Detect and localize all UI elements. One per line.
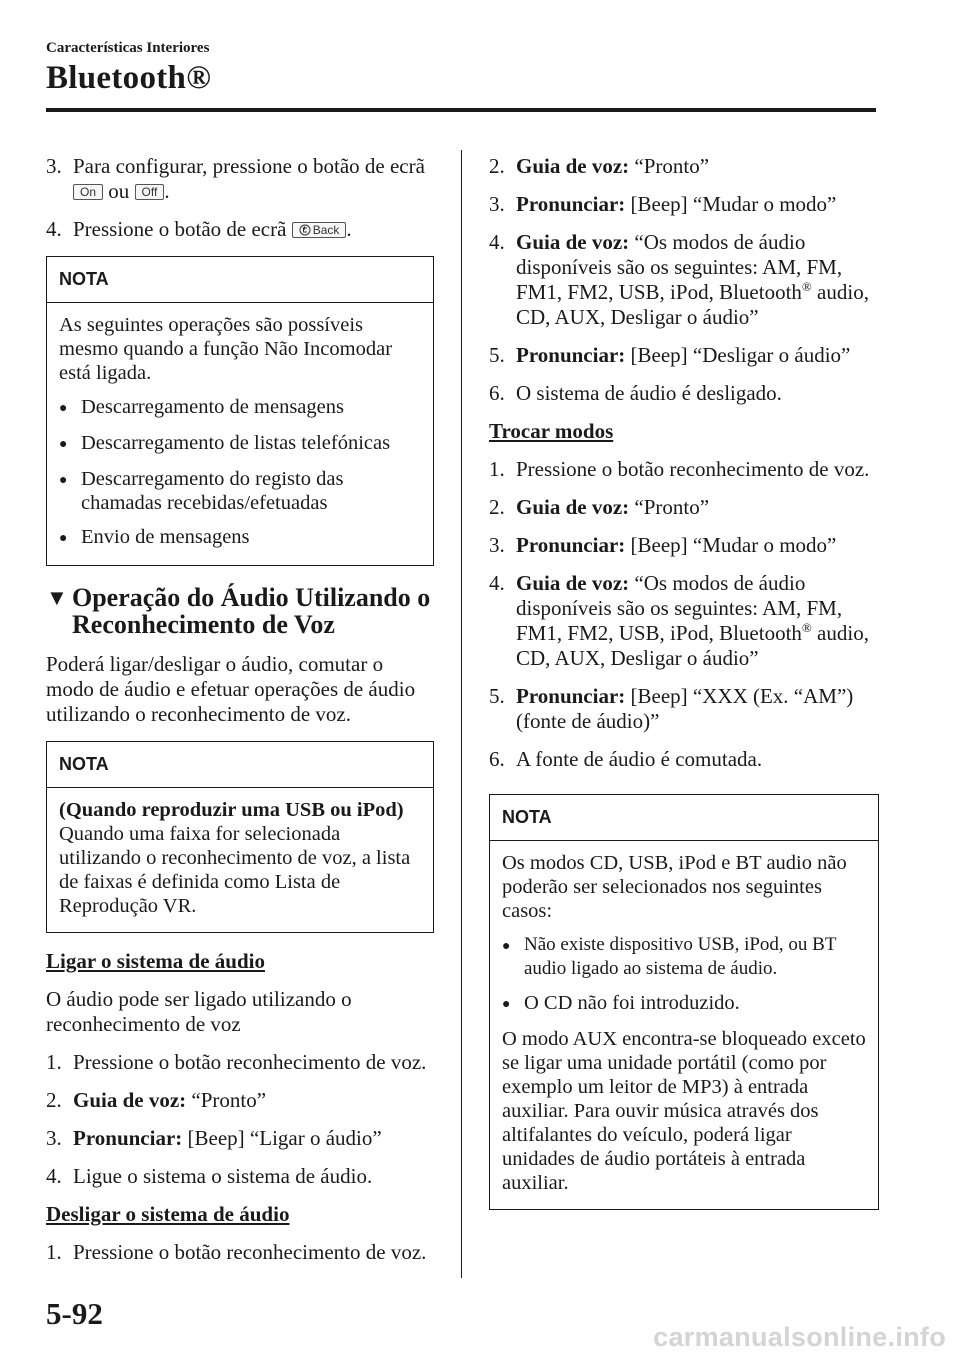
- step-back: [46, 217, 434, 242]
- list-item: 1. Pressione o botão reconhecimento de voz.: [489, 457, 870, 481]
- section-label: Características Interiores: [46, 40, 210, 56]
- subhead-intro: O áudio pode ser ligado utilizando o reconhecimento de voz: [46, 987, 352, 1036]
- off-button: Off: [135, 184, 165, 200]
- subhead-audio-off: Desligar o sistema de áudio: [46, 1202, 290, 1226]
- note-intro: As seguintes operações são possíveis mesmo quando a função Não Incomodar está ligada.: [59, 314, 393, 384]
- list-item: 3. Pronunciar: [Beep] “Mudar o modo”: [489, 192, 837, 216]
- note-title: NOTA: [47, 742, 433, 788]
- left-column: [46, 154, 434, 1278]
- bullet-icon: ●: [502, 997, 511, 1012]
- note-title: NOTA: [490, 795, 878, 841]
- step-number: 4.: [46, 217, 62, 241]
- list-item: 5. Pronunciar: [Beep] “Desligar o áudio”: [489, 343, 851, 367]
- note-intro: Os modos CD, USB, iPod e BT audio não poderão ser selecionados nos seguintes casos:: [502, 852, 847, 922]
- back-button: Back: [292, 222, 347, 238]
- list-item: 6. A fonte de áudio é comutada.: [489, 747, 763, 771]
- list-item: 3. Pronunciar: [Beep] “Ligar o áudio”: [46, 1126, 382, 1150]
- note-body: [47, 788, 433, 932]
- list-item: ● Descarregamento de listas telefónicas: [59, 431, 421, 457]
- subhead-audio-on: Ligar o sistema de áudio: [46, 949, 265, 973]
- subhead-switch-modes: Trocar modos: [489, 419, 614, 443]
- list-item: 5. Pronunciar: [Beep] “XXX (Ex. “AM”) (fonte de áudio)”: [489, 684, 854, 733]
- back-arrow-icon: [299, 224, 311, 236]
- on-button: On: [73, 184, 103, 200]
- section-heading: ▼ Operação do Áudio Utilizando o Reconhecimento de Voz: [46, 583, 431, 639]
- list-item: 1. Pressione o botão reconhecimento de voz.: [46, 1240, 427, 1264]
- bullet-icon: ●: [502, 939, 511, 954]
- list-item: 1. Pressione o botão reconhecimento de voz.: [46, 1050, 427, 1074]
- note-box-usb-ipod: [46, 741, 434, 933]
- page-title: Bluetooth®: [46, 60, 212, 96]
- bullet-icon: ●: [59, 531, 68, 546]
- note-box-modes: [489, 794, 879, 1210]
- list-item: ● Envio de mensagens: [59, 525, 421, 551]
- list-item: ● O CD não foi introduzido.: [502, 991, 866, 1017]
- step-configure: [46, 154, 434, 204]
- list-item: 2. Guia de voz: “Pronto”: [489, 495, 710, 519]
- note-body: [47, 303, 433, 565]
- note-subtitle: (Quando reproduzir uma USB ou iPod): [59, 799, 404, 821]
- list-item: 3. Pronunciar: [Beep] “Mudar o modo”: [489, 533, 837, 557]
- list-item: ● Descarregamento de mensagens: [59, 395, 421, 421]
- page-number: 5-92: [46, 1296, 103, 1331]
- bullet-icon: ●: [59, 437, 68, 452]
- note-body: [490, 841, 878, 1209]
- note-box-do-not-disturb: [46, 256, 434, 566]
- right-column: [489, 154, 879, 1226]
- watermark: carmanualsonline.info: [653, 1322, 946, 1352]
- section-intro: Poderá ligar/desligar o áudio, comutar o modo de áudio e efetuar operações de áudio utilizando o reconhecimento de voz.: [46, 652, 416, 726]
- list-item: 2. Guia de voz: “Pronto”: [489, 154, 710, 178]
- list-item: ● Não existe dispositivo USB, iPod, ou BT audio ligado ao sistema de áudio.: [502, 934, 837, 979]
- column-divider: [461, 150, 462, 1278]
- note-outro: O modo AUX encontra-se bloqueado exceto se ligar uma unidade portátil (como por exemplo um leitor de MP3) à entrada auxiliar. Para ouvir música através dos altifalantes do veículo, poderá ligar unidades de áudio portáteis à entrada auxiliar.: [502, 1028, 866, 1194]
- list-item: 4. Guia de voz: “Os modos de áudio disponíveis são os seguintes: AM, FM, FM1, FM2, USB, iPod, Bluetooth® audio, CD, AUX, Desligar o áudio”: [489, 230, 869, 329]
- triangle-down-icon: ▼: [46, 585, 68, 610]
- list-item: 4. Ligue o sistema o sistema de áudio.: [46, 1164, 373, 1188]
- list-item: ● Descarregamento do registo das chamadas recebidas/efetuadas: [59, 468, 344, 514]
- note-title: NOTA: [47, 257, 433, 303]
- step-number: 3.: [46, 154, 62, 178]
- bullet-icon: ●: [59, 401, 68, 416]
- bullet-icon: ●: [59, 473, 68, 488]
- title-rule: [46, 108, 876, 112]
- note-text: Quando uma faixa for selecionada utilizando o reconhecimento de voz, a lista de faixas é definida como Lista de Reprodução VR.: [59, 823, 411, 917]
- list-item: 6. O sistema de áudio é desligado.: [489, 381, 782, 405]
- list-item: 4. Guia de voz: “Os modos de áudio disponíveis são os seguintes: AM, FM, FM1, FM2, USB, iPod, Bluetooth® audio, CD, AUX, Desligar o áudio”: [489, 571, 869, 670]
- step-text: Para configurar, pressione o botão de ecrã On ou Off .: [73, 154, 425, 203]
- step-text: Pressione o botão de ecrã Back .: [73, 217, 352, 241]
- list-item: 2. Guia de voz: “Pronto”: [46, 1088, 267, 1112]
